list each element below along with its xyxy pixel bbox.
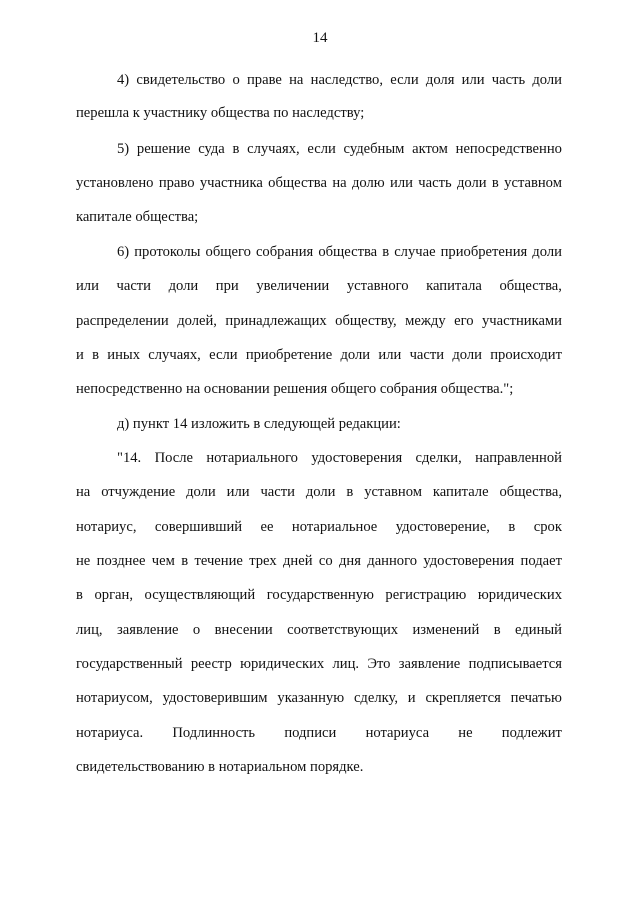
word: осуществляющий <box>144 587 256 603</box>
word: принадлежащих <box>225 313 327 329</box>
word: подает <box>520 553 562 569</box>
word: установлено <box>76 175 154 191</box>
word: в <box>382 244 390 260</box>
word: срок <box>533 519 562 535</box>
word: доли <box>168 278 199 294</box>
word: наследство, <box>310 72 383 88</box>
word: юридических <box>477 587 562 603</box>
word: о <box>192 622 201 638</box>
word: долей, <box>177 313 217 329</box>
word: нотариус, <box>76 519 137 535</box>
word: капитала <box>426 278 482 294</box>
paragraph-line <box>76 346 562 364</box>
word: регистрацию <box>385 587 467 603</box>
word: свидетельство <box>136 72 226 88</box>
word: обществу, <box>335 313 397 329</box>
word: случаях, <box>148 347 201 363</box>
word: удостоверение, <box>395 519 490 535</box>
word: о <box>232 72 240 88</box>
word: не <box>76 553 91 569</box>
word: увеличении <box>256 278 330 294</box>
word: заявление <box>398 656 461 672</box>
paragraph-line <box>76 518 562 536</box>
word: доли <box>456 175 487 191</box>
word: лиц. <box>332 656 360 672</box>
word: 5) <box>117 141 130 157</box>
word: или <box>390 175 413 191</box>
word: орган, <box>94 587 133 603</box>
word: если <box>209 347 238 363</box>
paragraph-line: перешла к участнику общества по наследству; <box>76 105 365 121</box>
word: ее <box>260 519 274 535</box>
word: часть <box>418 175 452 191</box>
word: суда <box>198 141 225 157</box>
word: течение <box>194 553 243 569</box>
word: приобретения <box>440 244 528 260</box>
word: в <box>346 484 354 500</box>
word: позднее <box>96 553 146 569</box>
word: решение <box>136 141 191 157</box>
word: 4) <box>117 72 130 88</box>
word: изменений <box>412 622 480 638</box>
word: судебным <box>343 141 405 157</box>
word: единый <box>515 622 562 638</box>
word: доли <box>340 347 371 363</box>
paragraph-line <box>117 449 562 467</box>
word: уставного <box>346 278 409 294</box>
word: или <box>226 484 250 500</box>
word: дней <box>282 553 313 569</box>
word: распределении <box>76 313 169 329</box>
word: нотариуса <box>365 725 430 741</box>
word: долю <box>351 175 385 191</box>
word: в <box>491 175 499 191</box>
word: доли <box>532 244 562 260</box>
word: протоколы <box>134 244 201 260</box>
word: удостоверения <box>423 553 515 569</box>
word: часть <box>491 72 526 88</box>
paragraph-line <box>76 483 562 501</box>
word: лиц, <box>76 622 103 638</box>
word: Это <box>367 656 391 672</box>
word: право <box>158 175 195 191</box>
word: на <box>332 175 347 191</box>
word: доли <box>532 72 562 88</box>
word: или <box>378 347 402 363</box>
word: актом <box>412 141 448 157</box>
word: нотариальное <box>291 519 378 535</box>
word: удостоверения <box>311 450 403 466</box>
word: направленной <box>475 450 562 466</box>
word: не <box>458 725 473 741</box>
paragraph-line <box>76 174 562 192</box>
word: в <box>508 519 516 535</box>
word: доли <box>452 347 482 363</box>
word: и <box>76 347 84 363</box>
word: нотариуса. <box>76 725 144 741</box>
word: подписи <box>284 725 337 741</box>
word: государственный <box>76 656 183 672</box>
word: чем <box>151 553 175 569</box>
word: в <box>181 553 189 569</box>
word: сделки, <box>415 450 462 466</box>
word: участника <box>199 175 263 191</box>
word: в <box>493 622 501 638</box>
word: на <box>289 72 304 88</box>
word: на <box>76 484 91 500</box>
word: государственную <box>266 587 374 603</box>
paragraph-line <box>76 655 562 673</box>
word: непосредственно <box>455 141 562 157</box>
word: подписывается <box>468 656 562 672</box>
word: Подлинность <box>172 725 256 741</box>
word: доли <box>305 484 336 500</box>
paragraph-line <box>76 277 562 295</box>
word: нотариусом, <box>76 690 153 706</box>
word: и <box>407 690 416 706</box>
word: совершивший <box>154 519 243 535</box>
word: части <box>409 347 445 363</box>
word: скрепляется <box>425 690 501 706</box>
word: сделку, <box>353 690 398 706</box>
word: удостоверившим <box>162 690 268 706</box>
word: общества, <box>499 484 562 500</box>
word: происходит <box>490 347 562 363</box>
paragraph-line <box>76 586 562 604</box>
word: капитале <box>432 484 489 500</box>
paragraph-line: непосредственно на основании решения общего собрания общества."; <box>76 381 514 397</box>
word: внесении <box>214 622 273 638</box>
word: уставном <box>364 484 422 500</box>
word: дня <box>338 553 361 569</box>
word: общества, <box>499 278 562 294</box>
word: уставном <box>504 175 562 191</box>
word: общего <box>205 244 251 260</box>
word: доля <box>425 72 455 88</box>
page-number: 14 <box>312 30 328 46</box>
word: его <box>454 313 474 329</box>
word: отчуждение <box>101 484 176 500</box>
word: печатью <box>510 690 562 706</box>
word: трех <box>249 553 277 569</box>
word: указанную <box>277 690 345 706</box>
word: праве <box>247 72 282 88</box>
word: если <box>390 72 419 88</box>
word: приобретение <box>245 347 333 363</box>
word: После <box>154 450 193 466</box>
word: реестр <box>190 656 232 672</box>
word: заявление <box>116 622 179 638</box>
word: в <box>232 141 240 157</box>
word: между <box>405 313 446 329</box>
paragraph-line: свидетельствованию в нотариальном порядке. <box>76 759 364 775</box>
word: подлежит <box>501 725 562 741</box>
paragraph-line <box>117 71 562 89</box>
paragraph-line <box>76 552 562 570</box>
word: юридических <box>240 656 325 672</box>
word: части <box>260 484 295 500</box>
word: случае <box>394 244 436 260</box>
paragraph-line: капитале общества; <box>76 209 199 225</box>
word: нотариального <box>206 450 298 466</box>
word: при <box>215 278 239 294</box>
word: "14. <box>117 450 142 466</box>
word: общества <box>268 175 327 191</box>
word: данного <box>367 553 418 569</box>
word: части <box>116 278 151 294</box>
word: участниками <box>481 313 562 329</box>
word: случаях, <box>247 141 300 157</box>
word: собрания <box>255 244 314 260</box>
word: 6) <box>117 244 130 260</box>
paragraph-line <box>76 689 562 707</box>
word: со <box>318 553 333 569</box>
word: общества <box>318 244 378 260</box>
paragraph-line <box>117 243 562 261</box>
word: или <box>76 278 99 294</box>
word: доли <box>186 484 216 500</box>
word: или <box>461 72 485 88</box>
paragraph-line <box>76 724 562 742</box>
word: соответствующих <box>287 622 399 638</box>
word: если <box>307 141 336 157</box>
word: иных <box>107 347 141 363</box>
paragraph-line <box>76 621 562 639</box>
word: в <box>76 587 83 603</box>
paragraph-line: д) пункт 14 изложить в следующей редакции: <box>117 416 401 432</box>
word: в <box>92 347 99 363</box>
paragraph-line <box>117 140 562 158</box>
paragraph-line <box>76 312 562 330</box>
